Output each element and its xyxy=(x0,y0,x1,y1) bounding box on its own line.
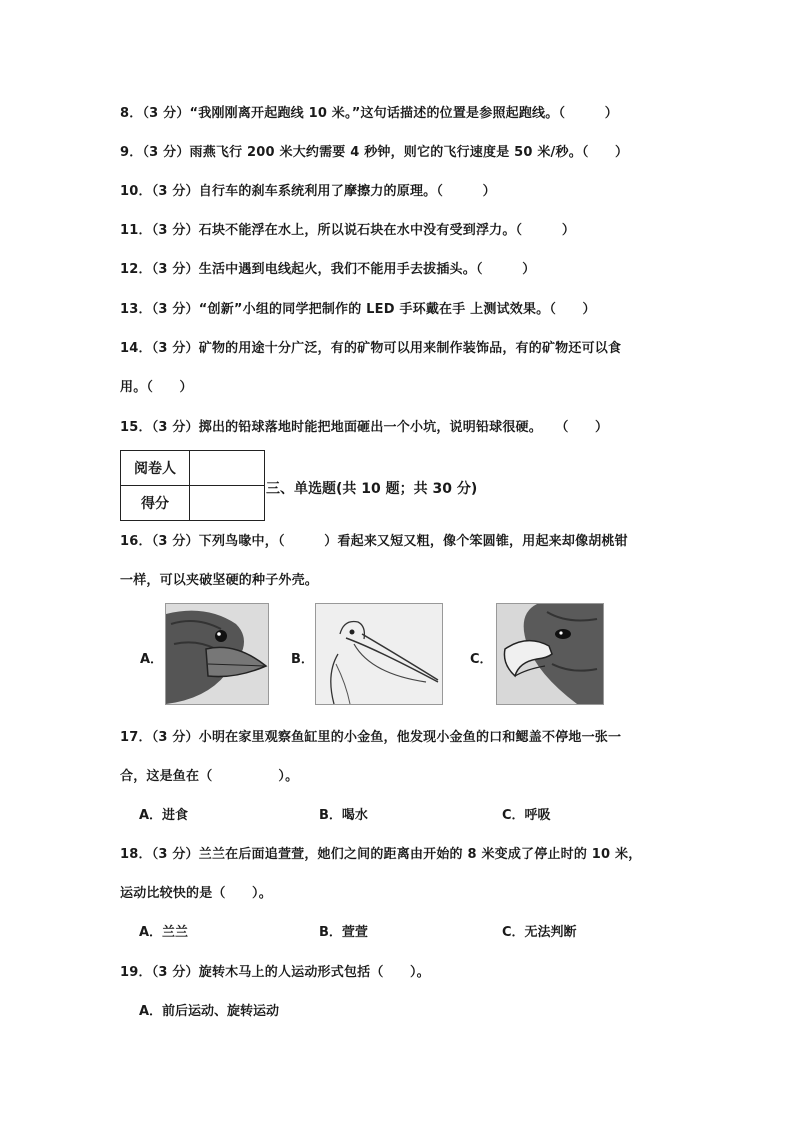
q19-option-a: A．前后运动、旋转运动 xyxy=(139,1004,280,1019)
question-14-line1: 14．（3 分）矿物的用途十分广泛，有的矿物可以用来制作装饰品，有的矿物还可以食 xyxy=(120,341,622,356)
question-13: 13．（3 分）“创新”小组的同学把制作的 LED 手环戴在手 上测试效果。（ ） xyxy=(120,302,596,317)
q18-option-a: A．兰兰 xyxy=(139,925,189,940)
q17-option-c: C．呼吸 xyxy=(502,808,551,823)
question-9: 9．（3 分）雨燕飞行 200 米大约需要 4 秒钟，则它的飞行速度是 50 米/秒。（ ） xyxy=(120,145,629,160)
q18-option-b: B．萱萱 xyxy=(319,925,368,940)
q17-option-b: B．喝水 xyxy=(319,808,368,823)
option-b-label: B． xyxy=(291,652,314,667)
option-a-label: A． xyxy=(140,652,164,667)
q17-option-a: A．进食 xyxy=(139,808,189,823)
question-12: 12．（3 分）生活中遇到电线起火，我们不能用手去拔插头。（ ） xyxy=(120,262,536,277)
question-17-line1: 17．（3 分）小明在家里观察鱼缸里的小金鱼，他发现小金鱼的口和鳃盖不停地一张一 xyxy=(120,730,622,745)
question-16-line1: 16．（3 分）下列鸟喙中，（ ）看起来又短又粗，像个笨圆锥，用起来却像胡桃钳 xyxy=(120,534,628,549)
question-14-line2: 用。（ ） xyxy=(120,380,193,395)
section-title: 三、单选题(共 10 题；共 30 分) xyxy=(266,481,478,497)
eagle-beak-image xyxy=(496,603,604,705)
option-c-label: C． xyxy=(470,652,493,667)
score-label: 得分 xyxy=(121,486,190,521)
question-18-line2: 运动比较快的是（ ）。 xyxy=(120,886,272,901)
q18-option-c: C．无法判断 xyxy=(502,925,577,940)
pelican-beak-image xyxy=(315,603,443,705)
question-19-line1: 19．（3 分）旋转木马上的人运动形式包括（ ）。 xyxy=(120,965,430,980)
reviewer-blank-cell xyxy=(190,451,265,486)
question-18-line1: 18．（3 分）兰兰在后面追萱萱，她们之间的距离由开始的 8 米变成了停止时的 10 米， xyxy=(120,847,642,862)
score-table xyxy=(120,450,265,521)
question-11: 11．（3 分）石块不能浮在水上，所以说石块在水中没有受到浮力。（ ） xyxy=(120,223,576,238)
question-10: 10．（3 分）自行车的刹车系统利用了摩擦力的原理。（ ） xyxy=(120,184,496,199)
question-17-line2: 合，这是鱼在（ ）。 xyxy=(120,769,299,784)
finch-beak-image xyxy=(165,603,269,705)
question-16-line2: 一样，可以夹破坚硬的种子外壳。 xyxy=(120,573,319,588)
question-8: 8．（3 分）“我刚刚离开起跑线 10 米。”这句话描述的位置是参照起跑线。（ ） xyxy=(120,106,618,121)
reviewer-label: 阅卷人 xyxy=(121,451,190,486)
question-15: 15．（3 分）掷出的铅球落地时能把地面砸出一个小坑，说明铅球很硬。 （ ） xyxy=(120,420,609,435)
score-blank-cell xyxy=(190,486,265,521)
